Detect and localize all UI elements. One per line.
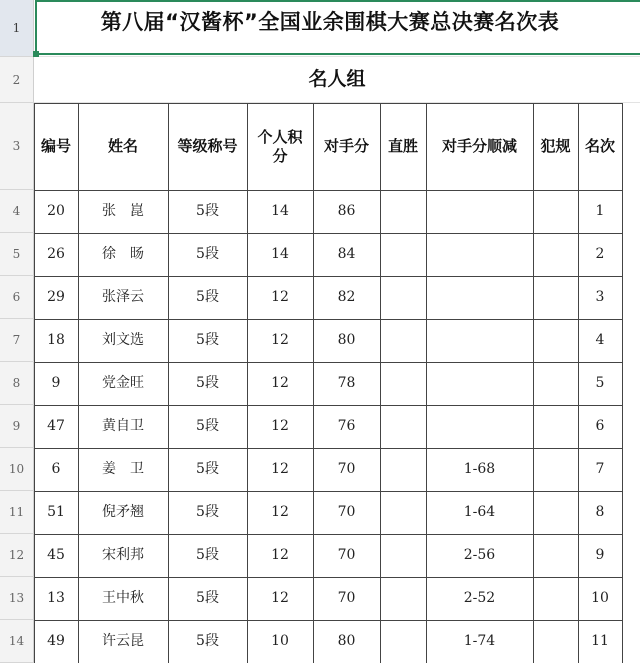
cell-rank[interactable]: 5段 xyxy=(196,546,219,563)
row-header[interactable]: 1 xyxy=(0,0,34,57)
cell-opponent-diff[interactable] xyxy=(426,362,533,405)
cell-number[interactable]: 45 xyxy=(47,546,65,563)
cell-head-to-head[interactable] xyxy=(380,448,426,491)
table-border xyxy=(34,190,622,191)
cell-rank[interactable]: 5段 xyxy=(196,589,219,606)
cell-name[interactable]: 党金旺 xyxy=(102,374,144,391)
row-header[interactable]: 13 xyxy=(0,577,34,620)
cell-opponent-score[interactable]: 70 xyxy=(337,460,356,477)
cell-score[interactable]: 12 xyxy=(271,288,289,305)
cell-foul[interactable] xyxy=(533,620,578,663)
row-header[interactable]: 12 xyxy=(0,534,34,577)
table-border xyxy=(34,276,622,277)
cell-name[interactable]: 王中秋 xyxy=(102,589,144,606)
row-header[interactable]: 5 xyxy=(0,233,34,276)
cell-name[interactable]: 倪矛翘 xyxy=(102,503,144,520)
cell-foul[interactable] xyxy=(533,233,578,276)
cell-foul[interactable] xyxy=(533,319,578,362)
cell-name[interactable]: 张泽云 xyxy=(102,288,144,305)
cell-foul[interactable] xyxy=(533,276,578,319)
cell-place[interactable]: 9 xyxy=(595,546,605,563)
row-header[interactable]: 7 xyxy=(0,319,34,362)
table-border xyxy=(34,534,622,535)
table-border xyxy=(34,103,35,663)
table-border xyxy=(380,103,381,663)
cell-opponent-diff[interactable] xyxy=(426,405,533,448)
cell-score[interactable]: 12 xyxy=(271,374,289,391)
cell-head-to-head[interactable] xyxy=(380,190,426,233)
cell-rank[interactable]: 5段 xyxy=(196,503,219,520)
cell-place[interactable]: 1 xyxy=(595,202,605,219)
cell-foul[interactable] xyxy=(533,534,578,577)
cell-head-to-head[interactable] xyxy=(380,233,426,276)
group-subtitle[interactable]: 名人组 xyxy=(308,68,366,91)
cell-score[interactable]: 12 xyxy=(271,546,289,563)
table-border xyxy=(34,577,622,578)
cell-number[interactable]: 6 xyxy=(51,460,61,477)
cell-name[interactable]: 刘文选 xyxy=(102,331,144,348)
table-border xyxy=(313,103,314,663)
row-header[interactable]: 4 xyxy=(0,190,34,233)
table-border xyxy=(78,103,79,663)
cell-opponent-score[interactable]: 80 xyxy=(337,331,356,348)
header-rank-title[interactable]: 等级称号 xyxy=(177,137,238,156)
cell-number[interactable]: 49 xyxy=(47,632,65,649)
cell-rank[interactable]: 5段 xyxy=(196,374,219,391)
cell-foul[interactable] xyxy=(533,491,578,534)
table-border xyxy=(247,103,248,663)
cell-score[interactable]: 14 xyxy=(271,202,289,219)
cell-place[interactable]: 3 xyxy=(595,288,605,305)
cell-place[interactable]: 10 xyxy=(591,589,609,606)
table-border xyxy=(34,233,622,234)
cell-score[interactable]: 12 xyxy=(271,460,289,477)
cell-name[interactable]: 宋利邦 xyxy=(102,546,144,563)
cell-head-to-head[interactable] xyxy=(380,577,426,620)
header-place[interactable]: 名次 xyxy=(584,137,615,156)
cell-opponent-diff[interactable]: 2-56 xyxy=(463,546,496,563)
cell-opponent-diff[interactable]: 2-52 xyxy=(463,589,496,606)
table-border xyxy=(622,103,623,663)
cell-number[interactable]: 18 xyxy=(47,331,65,348)
row-header[interactable]: 11 xyxy=(0,491,34,534)
cell-place[interactable]: 4 xyxy=(595,331,605,348)
header-personal-score[interactable]: 个人积分 xyxy=(257,127,303,165)
table-border xyxy=(168,103,169,663)
row-header[interactable]: 6 xyxy=(0,276,34,319)
row-header[interactable]: 9 xyxy=(0,405,34,448)
header-name[interactable]: 姓名 xyxy=(107,137,138,156)
cell-rank[interactable]: 5段 xyxy=(196,632,219,649)
cell-opponent-score[interactable]: 82 xyxy=(337,288,356,305)
cell-foul[interactable] xyxy=(533,577,578,620)
cell-place[interactable]: 7 xyxy=(595,460,605,477)
cell-head-to-head[interactable] xyxy=(380,362,426,405)
cell-number[interactable]: 9 xyxy=(51,374,61,391)
table-border xyxy=(34,405,622,406)
cell-opponent-diff[interactable] xyxy=(426,319,533,362)
cell-opponent-diff[interactable]: 1-64 xyxy=(463,503,496,520)
cell-score[interactable]: 12 xyxy=(271,503,289,520)
cell-foul[interactable] xyxy=(533,448,578,491)
cell-rank[interactable]: 5段 xyxy=(196,245,219,262)
header-opponent-score[interactable]: 对手分 xyxy=(323,137,369,156)
cell-name[interactable]: 许云昆 xyxy=(102,632,144,649)
cell-foul[interactable] xyxy=(533,405,578,448)
cell-number[interactable]: 13 xyxy=(47,589,65,606)
cell-number[interactable]: 51 xyxy=(47,503,65,520)
cell-name[interactable]: 黄自卫 xyxy=(102,417,144,434)
header-head-to-head[interactable]: 直胜 xyxy=(387,137,418,156)
cell-rank[interactable]: 5段 xyxy=(196,460,219,477)
cell-number[interactable]: 29 xyxy=(47,288,65,305)
cell-opponent-score[interactable]: 70 xyxy=(337,589,356,606)
cell-place[interactable]: 11 xyxy=(591,632,609,649)
cell-opponent-diff[interactable]: 1-74 xyxy=(463,632,496,649)
cell-score[interactable]: 12 xyxy=(271,331,289,348)
table-border xyxy=(34,362,622,363)
header-opponent-diff[interactable]: 对手分顺减 xyxy=(441,137,517,156)
cell-head-to-head[interactable] xyxy=(380,491,426,534)
cell-head-to-head[interactable] xyxy=(380,620,426,663)
cell-rank[interactable]: 5段 xyxy=(196,331,219,348)
cell-head-to-head[interactable] xyxy=(380,319,426,362)
cell-place[interactable]: 2 xyxy=(595,245,605,262)
cell-opponent-score[interactable]: 76 xyxy=(337,417,356,434)
header-foul[interactable]: 犯规 xyxy=(540,137,571,156)
row-header[interactable]: 8 xyxy=(0,362,34,405)
table-border xyxy=(533,103,534,663)
table-border xyxy=(34,448,622,449)
cell-opponent-diff[interactable] xyxy=(426,190,533,233)
row-header[interactable]: 2 xyxy=(0,57,34,103)
cell-rank[interactable]: 5段 xyxy=(196,417,219,434)
cell-name[interactable]: 张 崑 xyxy=(102,202,144,219)
cell-place[interactable]: 6 xyxy=(595,417,605,434)
row-header[interactable]: 14 xyxy=(0,620,34,663)
cell-opponent-diff[interactable]: 1-68 xyxy=(463,460,496,477)
cell-foul[interactable] xyxy=(533,190,578,233)
table-border xyxy=(34,103,622,104)
cell-rank[interactable]: 5段 xyxy=(196,202,219,219)
table-border xyxy=(34,620,622,621)
cell-score[interactable]: 10 xyxy=(271,632,289,649)
row-header[interactable]: 3 xyxy=(0,103,34,190)
table-border xyxy=(34,319,622,320)
cell-place[interactable]: 5 xyxy=(595,374,605,391)
table-border xyxy=(426,103,427,663)
cell-score[interactable]: 12 xyxy=(271,417,289,434)
cell-opponent-score[interactable]: 84 xyxy=(337,245,356,262)
cell-opponent-score[interactable]: 70 xyxy=(337,546,356,563)
cell-place[interactable]: 8 xyxy=(595,503,605,520)
cell-name[interactable]: 姜 卫 xyxy=(102,460,144,477)
cell-head-to-head[interactable] xyxy=(380,276,426,319)
cell-number[interactable]: 26 xyxy=(47,245,65,262)
cell-opponent-score[interactable]: 70 xyxy=(337,503,356,520)
cell-head-to-head[interactable] xyxy=(380,405,426,448)
cell-rank[interactable]: 5段 xyxy=(196,288,219,305)
header-number[interactable]: 编号 xyxy=(40,137,71,156)
cell-foul[interactable] xyxy=(533,362,578,405)
table-border xyxy=(578,103,579,663)
row-header[interactable]: 10 xyxy=(0,448,34,491)
cell-opponent-diff[interactable] xyxy=(426,233,533,276)
cell-score[interactable]: 14 xyxy=(271,245,289,262)
cell-opponent-score[interactable]: 78 xyxy=(337,374,356,391)
cell-head-to-head[interactable] xyxy=(380,534,426,577)
cell-opponent-score[interactable]: 80 xyxy=(337,632,356,649)
cell-number[interactable]: 47 xyxy=(47,417,65,434)
sheet-title[interactable]: 第八届“汉酱杯”全国业余围棋大赛总决赛名次表 xyxy=(100,10,560,35)
cell-opponent-score[interactable]: 86 xyxy=(337,202,356,219)
cell-number[interactable]: 20 xyxy=(47,202,65,219)
cell-opponent-diff[interactable] xyxy=(426,276,533,319)
table-border xyxy=(34,491,622,492)
cell-name[interactable]: 徐 旸 xyxy=(102,245,144,262)
cell-score[interactable]: 12 xyxy=(271,589,289,606)
